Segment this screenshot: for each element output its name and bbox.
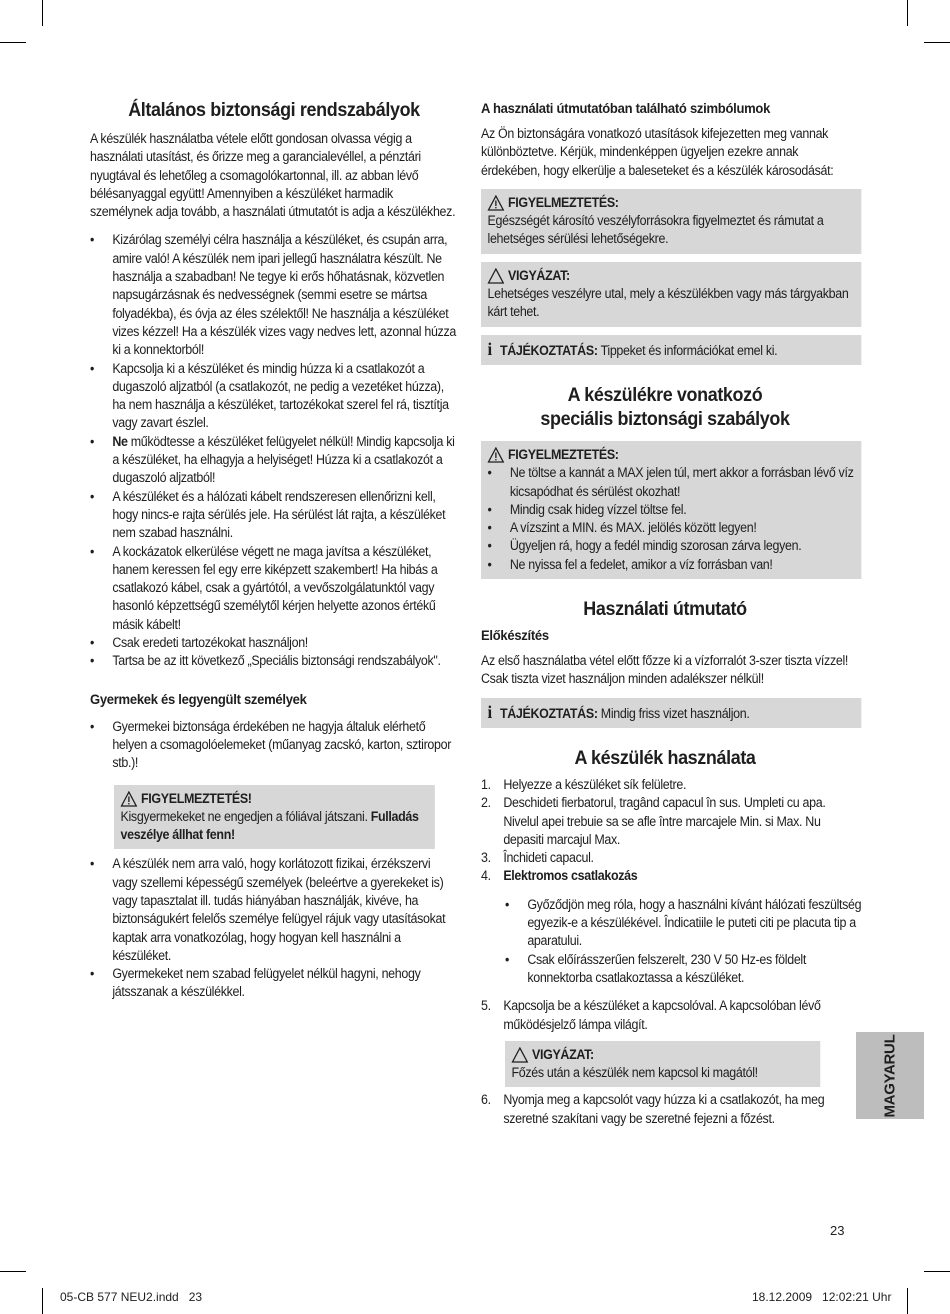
footer-timestamp: 18.12.2009 12:02:21 Uhr [752,1290,892,1304]
crop-mark [0,42,26,43]
list-item: • Ne töltse a kannát a MAX jelen túl, mert akkor a forrásban lévő víz kicsapódhat és sérülést okozhat! [488,464,856,501]
info-box [481,698,861,728]
caution-box-title: VIGYÁZAT: [531,1046,594,1062]
warning-box [481,189,861,254]
list-item: • A készüléket és a hálózati kábelt rendszeresen ellenőrizni kell, hogy nincs-e rajta sérülés jele. Ha sérülést lát rajta, a készüléket nem szabad használni. [90,488,458,543]
section-heading: A használati útmutatóban található szimbólumok [481,100,771,116]
electrical-list [505,896,873,987]
crop-mark [0,1271,26,1272]
crop-mark [907,0,908,26]
crop-mark [42,1288,43,1314]
info-box-text: Mindig friss vizet használjon. [600,705,750,721]
info-icon: i [487,701,492,722]
section-title: A készülék használata [574,746,756,769]
emphasis: Ne [112,433,128,449]
info-box [481,335,861,365]
subsection-heading: Előkészítés [481,627,549,644]
list-item: • A vízszint a MIN. és MAX. jelölés között legyen! [488,519,856,537]
list-item: • Mindig csak hideg vízzel töltse fel. [488,501,856,519]
section-title: Használati útmutató [583,598,747,621]
crop-mark [924,1271,950,1272]
info-icon: i [487,338,492,359]
step-item: 3. Închideti capacul. [481,850,594,866]
prep-paragraph: Az első használatba vétel előtt főzze ki a vízforralót 3-szer tiszta vízzel! Csak tiszta vizet használjon minden adalékszer nélkül! [481,653,849,687]
caution-box-text: Főzés után a készülék nem kapcsol ki magától! [511,1065,758,1081]
warning-box-text: Egészségét károsító veszélyforrásokra figyelmeztet és rámutat a lehetséges sérülési lehetőségekre. [487,213,824,247]
step-item: 5. Kapcsolja be a készüléket a kapcsolóval. A kapcsolóban lévő működésjelző lámpa világít. [481,998,821,1032]
language-tab: MAGYARUL [856,1032,924,1119]
warning-list [488,464,856,574]
info-box-title: TÁJÉKOZTATÁS: [499,705,598,721]
warning-box-title: FIGYELMEZTETÉS: [507,446,619,462]
list-item: • Kapcsolja ki a készüléket és mindig húzza ki a csatlakozót a dugaszoló aljzatból (a csatlakozót, ne pedig a vezetéket húzza), ha nem használja a készüléket, tartozékokat szerel fel rá, tisztítja vagy zavart észlel. [90,360,458,433]
list-item: • Gyermekei biztonsága érdekében ne hagyja általuk elérhető helyen a csomagolóelemeket (műanyag zacskó, karton, sztiropor stb.)! [90,718,458,773]
list-item: • Ügyeljen rá, hogy a fedél mindig szorosan zárva legyen. [488,537,856,555]
page-title: Általános biztonsági rendszabályok [128,99,420,121]
steps-list [481,997,849,1034]
warning-box-title: FIGYELMEZTETÉS: [507,194,619,210]
page-number: 23 [830,1223,845,1238]
warning-box-bold: Fulladás veszélye állhat fenn! [120,808,419,843]
info-box-text: Tippeket és információkat emel ki. [600,342,778,358]
list-item: • Kizárólag személyi célra használja a készüléket, és csupán arra, amire való! A készülék nem ipari jellegű használatra készült. Ne használja a szabadban! Ne tegye ki erős hőhatásnak, közvetlen napsugárzásnak és nedvességnek (semmi esetre se mártsa folyadékba), és óvja az éles szélektől! Ne használja a készüléket vizes kézzel! Ha a készülék vizes vagy nedves lett, azonnal húzza ki a konnektorból! [90,231,458,359]
symbols-intro: Az Ön biztonságára vonatkozó utasítások kifejezetten meg vannak különböztetve. Kérjük, mindenképpen ügyeljen ezekre annak érdekében, hogy elkerülje a baleseteket és a készülék károsodását: [481,126,834,178]
crop-mark [907,1288,908,1314]
list-item: • A készülék nem arra való, hogy korlátozott fizikai, érzékszervi vagy szellemi képességű személyek (beleértve a gyerekeket is) vagy tapasztalat ill. tudás hiányában használják, kivéve, ha biztonságukért felelős személye felügyel rájuk vagy utasításokat kaptak arra vonatkozólag, hogy hogyan kell használni a készüléket. [90,855,458,965]
crop-mark [42,0,43,26]
caution-box-text: Lehetséges veszélyre utal, mely a készülékben vagy más tárgyakban kárt tehet. [487,286,849,320]
footer-file-info: 05-CB 577 NEU2.indd 23 [60,1290,203,1304]
safety-list [90,231,458,670]
info-box-title: TÁJÉKOZTATÁS: [499,342,598,358]
section-title: A készülékre vonatkozó speciális biztonsági szabályok [540,383,790,430]
crop-mark [924,42,950,43]
warning-box-text: Kisgyermekeket ne engedjen a fóliával játszani. Fulladás veszélye állhat fenn! [120,808,419,843]
left-column [90,94,458,1002]
list-item-text: működtesse a készüléket felügyelet nélkül! Mindig kapcsolja ki a készüléket, ha elhagyja a helyiséget! Húzza ki a csatlakozót a dugaszoló aljzatból! [112,433,455,486]
list-item: • Tartsa be az itt következő „Speciális biztonsági rendszabályok". [90,652,458,670]
list-item: • Csak előírásszerűen felszerelt, 230 V 50 Hz-es földelt konnektorba csatlakoztassa a készüléket. [505,951,873,988]
warning-box [481,441,861,579]
list-item: • Csak eredeti tartozékokat használjon! [90,634,458,652]
warning-box-title: FIGYELMEZTETÉS! [121,790,430,808]
warning-triangle-icon [488,447,505,463]
right-column [481,94,862,1128]
steps-list [481,1091,849,1128]
step-item: 1. Helyezze a készüléket sík felületre. [481,776,687,792]
list-item: • Gyermekeket nem szabad felügyelet nélkül hagyni, nehogy játsszanak a készülékkel. [90,965,458,1002]
intro-paragraph: A készülék használatba vétele előtt gondosan olvassa végig a használati utasítást, és őrizze meg a garancialevéllel, a pénztári nyugtával és lehetőleg a csomagolókartonnal, ill. az abban lévő bélésanyaggal együtt! Amennyiben a készüléket harmadik személynek adja tovább, a használati útmutatót is adja a készülékhez. [90,131,456,220]
step-item: 4. Elektromos csatlakozás [481,868,638,884]
list-item: • A kockázatok elkerülése végett ne maga javítsa a készüléket, hanem keressen fel egy erre kiképzett szakembert! Ha hibás a csatlakozó kábel, csak a gyártótól, a vevőszolgálatunktól vagy hasonló képzettségű személytől kérjen helyette azonos értékű másik kábelt! [90,543,458,634]
caution-box [481,262,861,327]
caution-box [505,1041,820,1088]
step-item: 6. Nyomja meg a kapcsolót vagy húzza ki a csatlakozót, ha meg szeretné szakítani vagy be szeretné fejezni a főzést. [481,1092,825,1126]
warning-triangle-icon [488,195,505,211]
list-item: • Győződjön meg róla, hogy a használni kívánt hálózati feszültség egyezik-e a készülékével. Îndicatiile le puteti citi pe placuta tip a aparatului. [505,896,873,951]
caution-triangle-icon [488,268,505,284]
caution-triangle-icon [512,1047,529,1063]
section-heading: Gyermekek és legyengült személyek [90,690,307,707]
warning-triangle-icon [121,791,138,807]
warning-box [114,785,435,850]
children-list [90,718,458,773]
caution-box-title: VIGYÁZAT: [507,267,570,283]
step-item: 2. Deschideti fierbatorul, tragând capacul în sus. Umpleti cu apa. Nivelul apei trebuie sa se afle între marcajele Min. si Max. Nu depasiti marcajul Max. [481,795,826,847]
children-list-2 [90,855,458,1001]
list-item: • Ne nyissa fel a fedelet, amikor a víz forrásban van! [488,556,856,574]
list-item [90,433,458,488]
steps-list [481,776,849,886]
